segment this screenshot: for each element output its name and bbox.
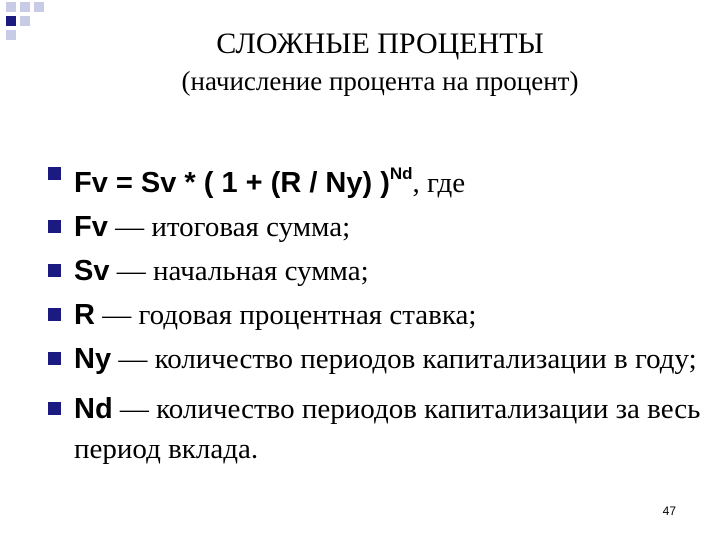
definition-item xyxy=(46,389,706,469)
bullet-square-icon xyxy=(48,352,61,365)
slide-subtitle: (начисление процента на процент) xyxy=(181,66,579,96)
definition-term: Nd xyxy=(74,393,113,425)
bullet-square-icon xyxy=(48,220,61,233)
corner-decoration xyxy=(0,0,60,48)
page-number: 47 xyxy=(662,504,676,518)
bullet-square-icon xyxy=(48,264,61,277)
bullet-square-icon xyxy=(48,308,61,321)
definition-item xyxy=(46,295,706,335)
definition-text: — итоговая сумма; xyxy=(107,211,351,243)
definition-item xyxy=(46,251,706,291)
definition-text: — количество периодов капитализации в году; xyxy=(111,343,697,375)
definition-term: Sv xyxy=(74,255,110,287)
definition-term: Fv xyxy=(74,211,108,243)
definition-text: — годовая процентная ставка; xyxy=(94,299,477,331)
definition-term: Ny xyxy=(74,343,112,375)
bullet-square-icon xyxy=(48,402,61,415)
definition-text: — количество периодов капитализации за весь период вклада. xyxy=(74,393,701,465)
formula-suffix: , где xyxy=(412,167,466,199)
definition-term: R xyxy=(74,299,95,331)
definition-item xyxy=(46,207,706,247)
formula-text: Fv = Sv * ( 1 + (R / Ny) ) xyxy=(74,167,390,199)
formula-item xyxy=(46,154,706,203)
slide-title: СЛОЖНЫЕ ПРОЦЕНТЫ xyxy=(216,27,544,60)
definition-text: — начальная сумма; xyxy=(109,255,369,287)
bullet-square-icon xyxy=(48,167,61,180)
formula-exponent: Nd xyxy=(389,164,413,183)
definition-item xyxy=(46,339,706,379)
bullet-list xyxy=(46,154,706,473)
